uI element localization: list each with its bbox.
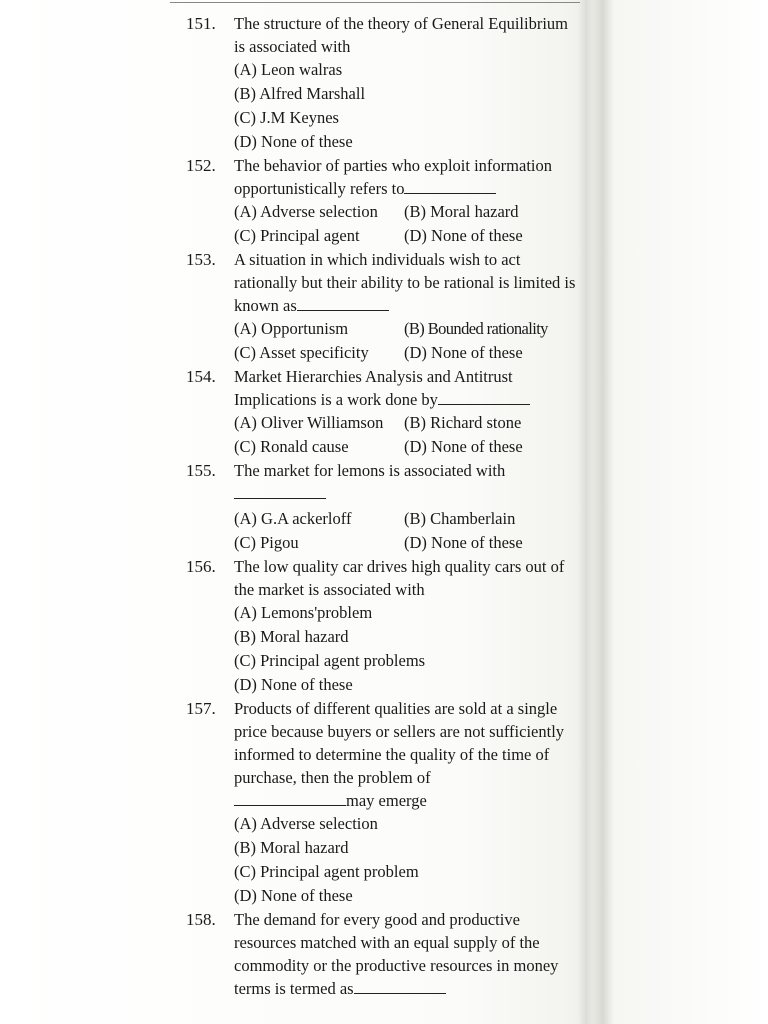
question-text: Products of different qualities are sold at a single price because buyers or sellers are not sufficiently informed to determine the quality of the time of purchase, then the problem of <box>234 699 565 787</box>
option-d: (D) None of these <box>404 437 523 456</box>
option-a: (A) Adverse selection <box>234 814 378 833</box>
question-number: 153. <box>186 250 216 269</box>
answer-blank <box>234 793 346 806</box>
option-a: (A) G.A ackerloff <box>234 509 352 528</box>
page-binding-shadow <box>578 0 594 1024</box>
option-c: (C) Asset specificity <box>234 343 369 362</box>
answer-blank <box>297 298 389 311</box>
option-d: (D) None of these <box>404 226 523 245</box>
question-text: The low quality car drives high quality cars out of the market is associated with <box>234 557 565 599</box>
question-number: 155. <box>186 461 216 480</box>
answer-blank <box>404 181 496 194</box>
option-a: (A) Adverse selection <box>234 202 378 221</box>
option-c: (C) Pigou <box>234 533 299 552</box>
option-d: (D) None of these <box>404 533 523 552</box>
question-156 <box>186 555 578 697</box>
question-list <box>186 6 578 1000</box>
question-154 <box>186 365 578 459</box>
question-number: 154. <box>186 367 216 386</box>
option-c: (C) Ronald cause <box>234 437 349 456</box>
question-153 <box>186 248 578 365</box>
question-number: 158. <box>186 910 216 929</box>
question-text: A situation in which individuals wish to act rationally but their ability to be rational is limited is known as <box>234 250 576 315</box>
question-text: The demand for every good and productive resources matched with an equal supply of the commodity or the productive resources in money terms is termed as <box>234 910 559 998</box>
option-d: (D) None of these <box>234 675 353 694</box>
option-b: (B) Alfred Marshall <box>234 84 366 103</box>
option-c: (C) Principal agent problem <box>234 862 419 881</box>
option-b: (B) Moral hazard <box>404 202 519 221</box>
question-number: 151. <box>186 14 216 33</box>
option-b: (B) Richard stone <box>404 413 522 432</box>
option-a: (A) Leon walras <box>234 60 343 79</box>
option-c: (C) Principal agent <box>234 226 360 245</box>
option-d: (D) None of these <box>404 343 523 362</box>
question-number: 152. <box>186 156 216 175</box>
question-text: The market for lemons is associated with <box>234 461 506 480</box>
question-157 <box>186 697 578 908</box>
option-c: (C) Principal agent problems <box>234 651 426 670</box>
question-number: 156. <box>186 557 216 576</box>
option-d: (D) None of these <box>234 886 353 905</box>
question-155 <box>186 459 578 555</box>
question-158 <box>186 908 578 1000</box>
answer-blank <box>354 981 446 994</box>
question-152 <box>186 154 578 248</box>
answer-blank <box>234 486 326 499</box>
option-d: (D) None of these <box>234 132 353 151</box>
option-a: (A) Opportunism <box>234 319 349 338</box>
question-number: 157. <box>186 699 216 718</box>
option-a: (A) Oliver Williamson <box>234 413 384 432</box>
question-text-after-blank: may emerge <box>346 791 427 810</box>
option-a: (A) Lemons'problem <box>234 603 373 622</box>
question-text: The behavior of parties who exploit information opportunistically refers to <box>234 156 552 198</box>
question-151 <box>186 12 578 154</box>
option-b: (B) Moral hazard <box>234 838 349 857</box>
option-b: (B) Chamberlain <box>404 509 516 528</box>
option-c: (C) J.M Keynes <box>234 108 339 127</box>
option-b: (B) Bounded rationality <box>404 319 548 338</box>
answer-blank <box>438 392 530 405</box>
question-text: The structure of the theory of General Equilibrium is associated with <box>234 14 569 56</box>
question-text: Market Hierarchies Analysis and Antitrust Implications is a work done by <box>234 367 513 409</box>
top-rule <box>170 2 580 3</box>
option-b: (B) Moral hazard <box>234 627 349 646</box>
